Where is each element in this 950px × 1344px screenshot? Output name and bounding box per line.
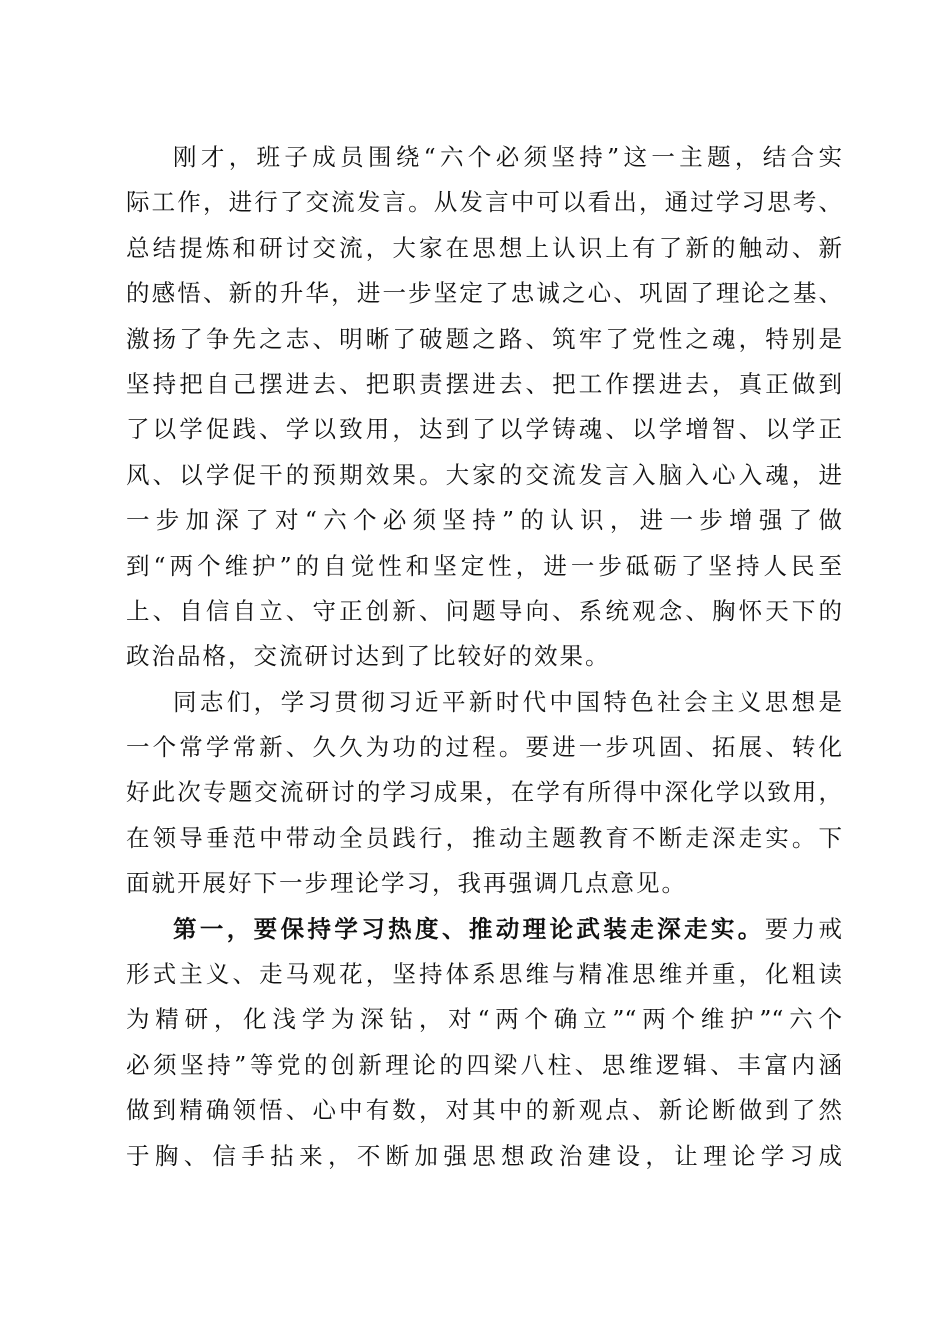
text-line: 在领导垂范中带动全员践行，推动主题教育不断走深走实。下 <box>126 823 842 852</box>
text-line: 政治品格，交流研讨达到了比较好的效果。 <box>126 642 611 671</box>
text-line: 坚持把自己摆进去、把职责摆进去、把工作摆进去，真正做到 <box>126 369 842 398</box>
text-line: 于胸、信手拈来，不断加强思想政治建设，让理论学习成 <box>126 1141 842 1170</box>
text-line: 的感悟、新的升华，进一步坚定了忠诚之心、巩固了理论之基、 <box>126 279 842 308</box>
text-line: 做到精确领悟、心中有数，对其中的新观点、新论断做到了然 <box>126 1096 842 1125</box>
text-line <box>126 907 842 952</box>
paragraph-2 <box>126 680 842 907</box>
text-line: 为精研，化浅学为深钻，对“两个确立”“两个维护”“六个 <box>126 1005 842 1034</box>
text-line: 上、自信自立、守正创新、问题导向、系统观念、胸怀天下的 <box>126 596 842 625</box>
text-line: 了以学促践、学以致用，达到了以学铸魂、以学增智、以学正 <box>126 415 842 444</box>
text-line: 一个常学常新、久久为功的过程。要进一步巩固、拓展、转化 <box>126 733 842 762</box>
text-line: 同志们，学习贯彻习近平新时代中国特色社会主义思想是 <box>173 687 842 716</box>
text-line: 面就开展好下一步理论学习，我再强调几点意见。 <box>126 869 687 898</box>
text-line: 必须坚持”等党的创新理论的四梁八柱、思维逻辑、丰富内涵 <box>126 1050 842 1079</box>
text-line: 际工作，进行了交流发言。从发言中可以看出，通过学习思考、 <box>126 188 842 217</box>
text-line: 一步加深了对“六个必须坚持”的认识，进一步增强了做 <box>126 506 842 535</box>
text-run: 要力戒 <box>764 914 843 943</box>
text-line: 激扬了争先之志、明晰了破题之路、筑牢了党性之魂，特别是 <box>126 324 842 353</box>
text-line: 刚才，班子成员围绕“六个必须坚持”这一主题，结合实 <box>173 143 842 171</box>
text-line: 形式主义、走马观花，坚持体系思维与精准思维并重，化粗读 <box>126 960 842 989</box>
paragraph-3 <box>126 907 842 1179</box>
text-line: 总结提炼和研讨交流，大家在思想上认识上有了新的触动、新 <box>126 233 842 262</box>
text-line: 好此次专题交流研讨的学习成果，在学有所得中深化学以致用， <box>126 778 842 807</box>
text-line: 到“两个维护”的自觉性和坚定性，进一步砥砺了坚持人民至 <box>126 551 842 580</box>
text-line: 风、以学促干的预期效果。大家的交流发言入脑入心入魂，进 <box>126 460 842 489</box>
section-heading: 第一，要保持学习热度、推动理论武装走深走实。 <box>173 914 765 943</box>
paragraph-1 <box>126 135 842 680</box>
document-page <box>126 135 842 1179</box>
